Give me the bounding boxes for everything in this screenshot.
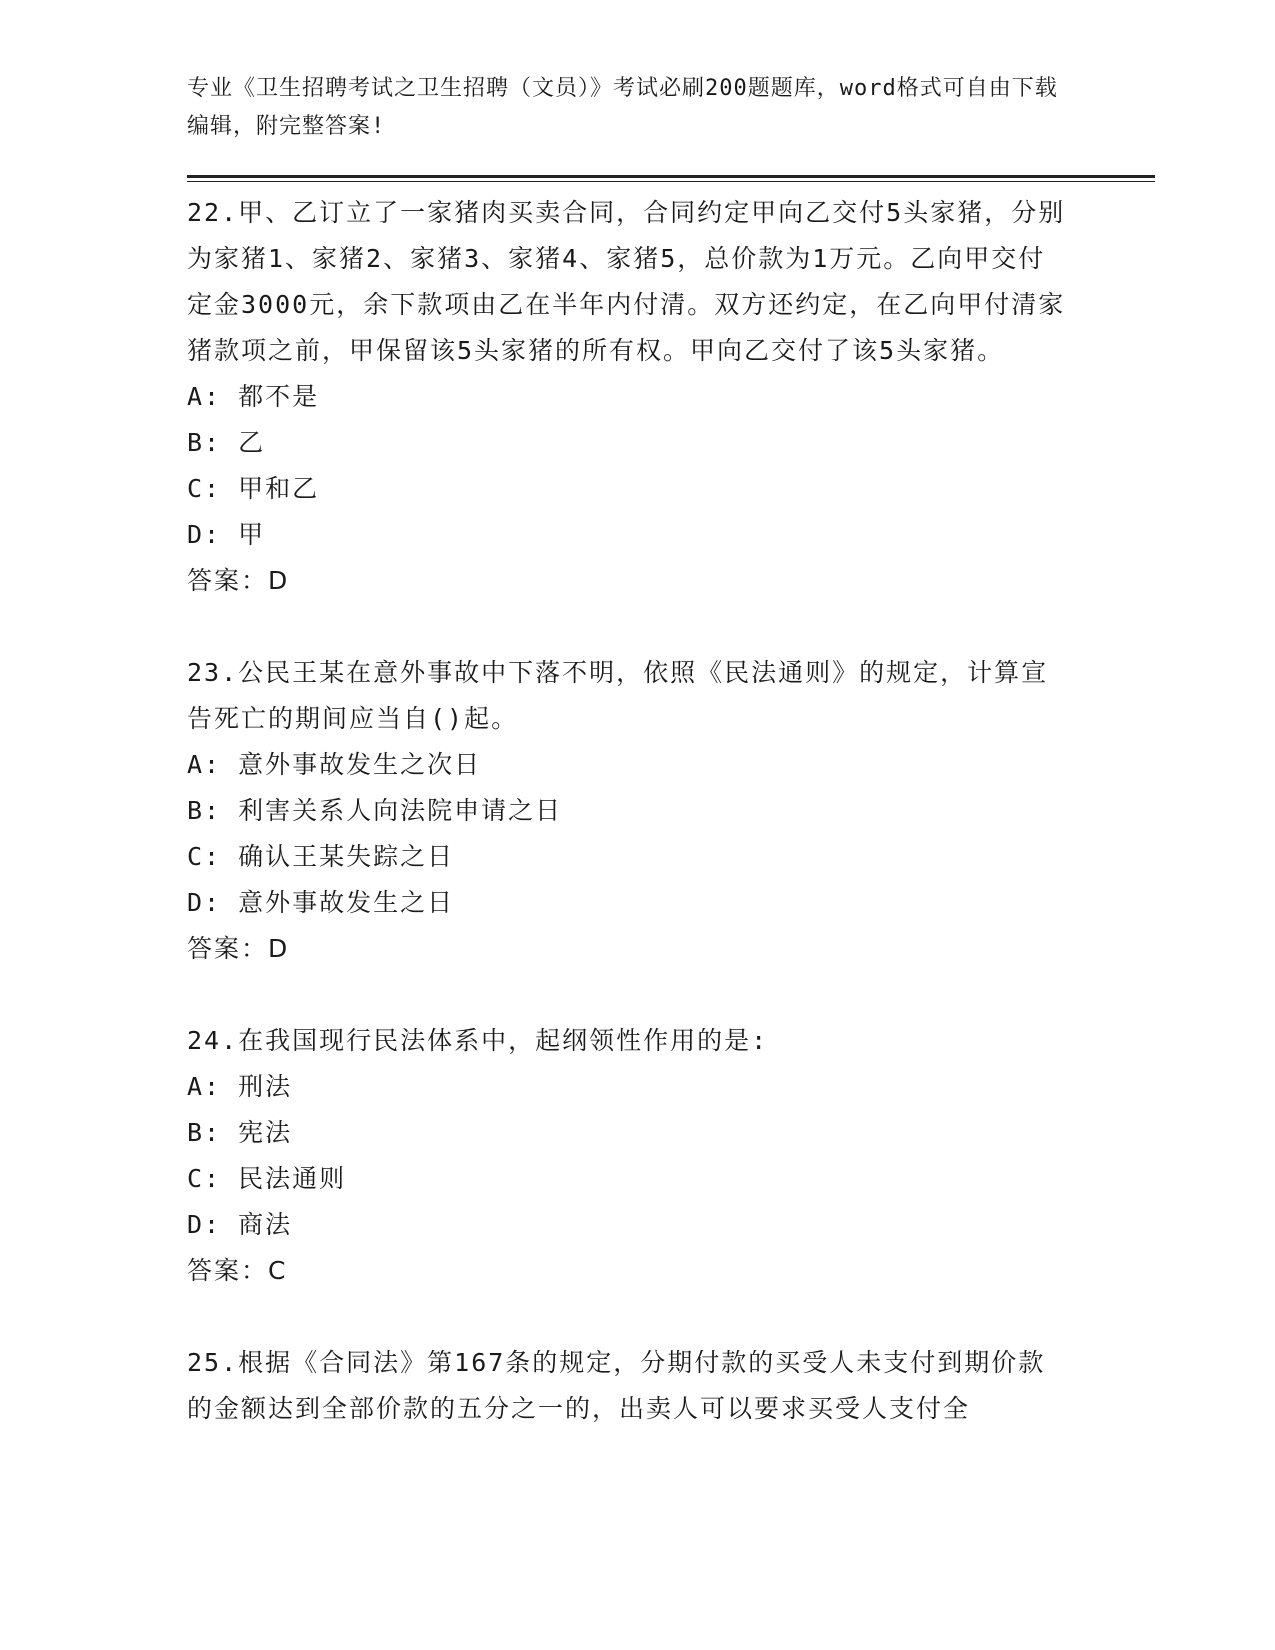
question-text: 23.公民王某在意外事故中下落不明，依照《民法通则》的规定，计算宣告死亡的期间应当自()起。: [187, 658, 1049, 733]
spacer: [187, 972, 1067, 1018]
question-text: 25.根据《合同法》第167条的规定，分期付款的买受人未支付到期价款的金额达到全部价款的五分之一的，出卖人可以要求买受人支付全: [187, 1348, 1046, 1423]
answer-label: 答案：C: [187, 1256, 288, 1285]
option-c: C: 确认王某失踪之日: [187, 842, 455, 871]
question-22: [187, 190, 1067, 604]
question-23: [187, 650, 1067, 972]
option-b: B: 宪法: [187, 1118, 293, 1147]
spacer: [187, 604, 1067, 650]
answer-label: 答案：D: [187, 934, 290, 963]
question-text: 24.在我国现行民法体系中，起纲领性作用的是:: [187, 1026, 769, 1055]
option-d: D: 甲: [187, 520, 266, 549]
option-b: B: 乙: [187, 428, 266, 457]
option-b: B: 利害关系人向法院申请之日: [187, 796, 563, 825]
option-d: D: 意外事故发生之日: [187, 888, 455, 917]
option-c: C: 民法通则: [187, 1164, 347, 1193]
option-a: A: 刑法: [187, 1072, 293, 1101]
document-header: 专业《卫生招聘考试之卫生招聘（文员）》考试必刷200题题库，word格式可自由下载编辑，附完整答案!: [187, 76, 1058, 139]
answer-label: 答案：D: [187, 566, 290, 595]
option-c: C: 甲和乙: [187, 474, 320, 503]
question-25: [187, 1340, 1067, 1432]
question-24: [187, 1018, 1067, 1294]
question-list: [187, 190, 1067, 1432]
header-divider-thin: [187, 181, 1155, 182]
header-divider-thick: [187, 175, 1155, 178]
spacer: [187, 1294, 1067, 1340]
question-text: 22.甲、乙订立了一家猪肉买卖合同，合同约定甲向乙交付5头家猪，分别为家猪1、家猪2、家猪3、家猪4、家猪5，总价款为1万元。乙向甲交付定金3000元，余下款项由乙在半年内付清。双方还约定，在乙向甲付清家猪款项之前，甲保留该5头家猪的所有权。甲向乙交付了该5头家猪。: [187, 198, 1066, 365]
option-a: A: 都不是: [187, 382, 320, 411]
option-d: D: 商法: [187, 1210, 293, 1239]
option-a: A: 意外事故发生之次日: [187, 750, 482, 779]
